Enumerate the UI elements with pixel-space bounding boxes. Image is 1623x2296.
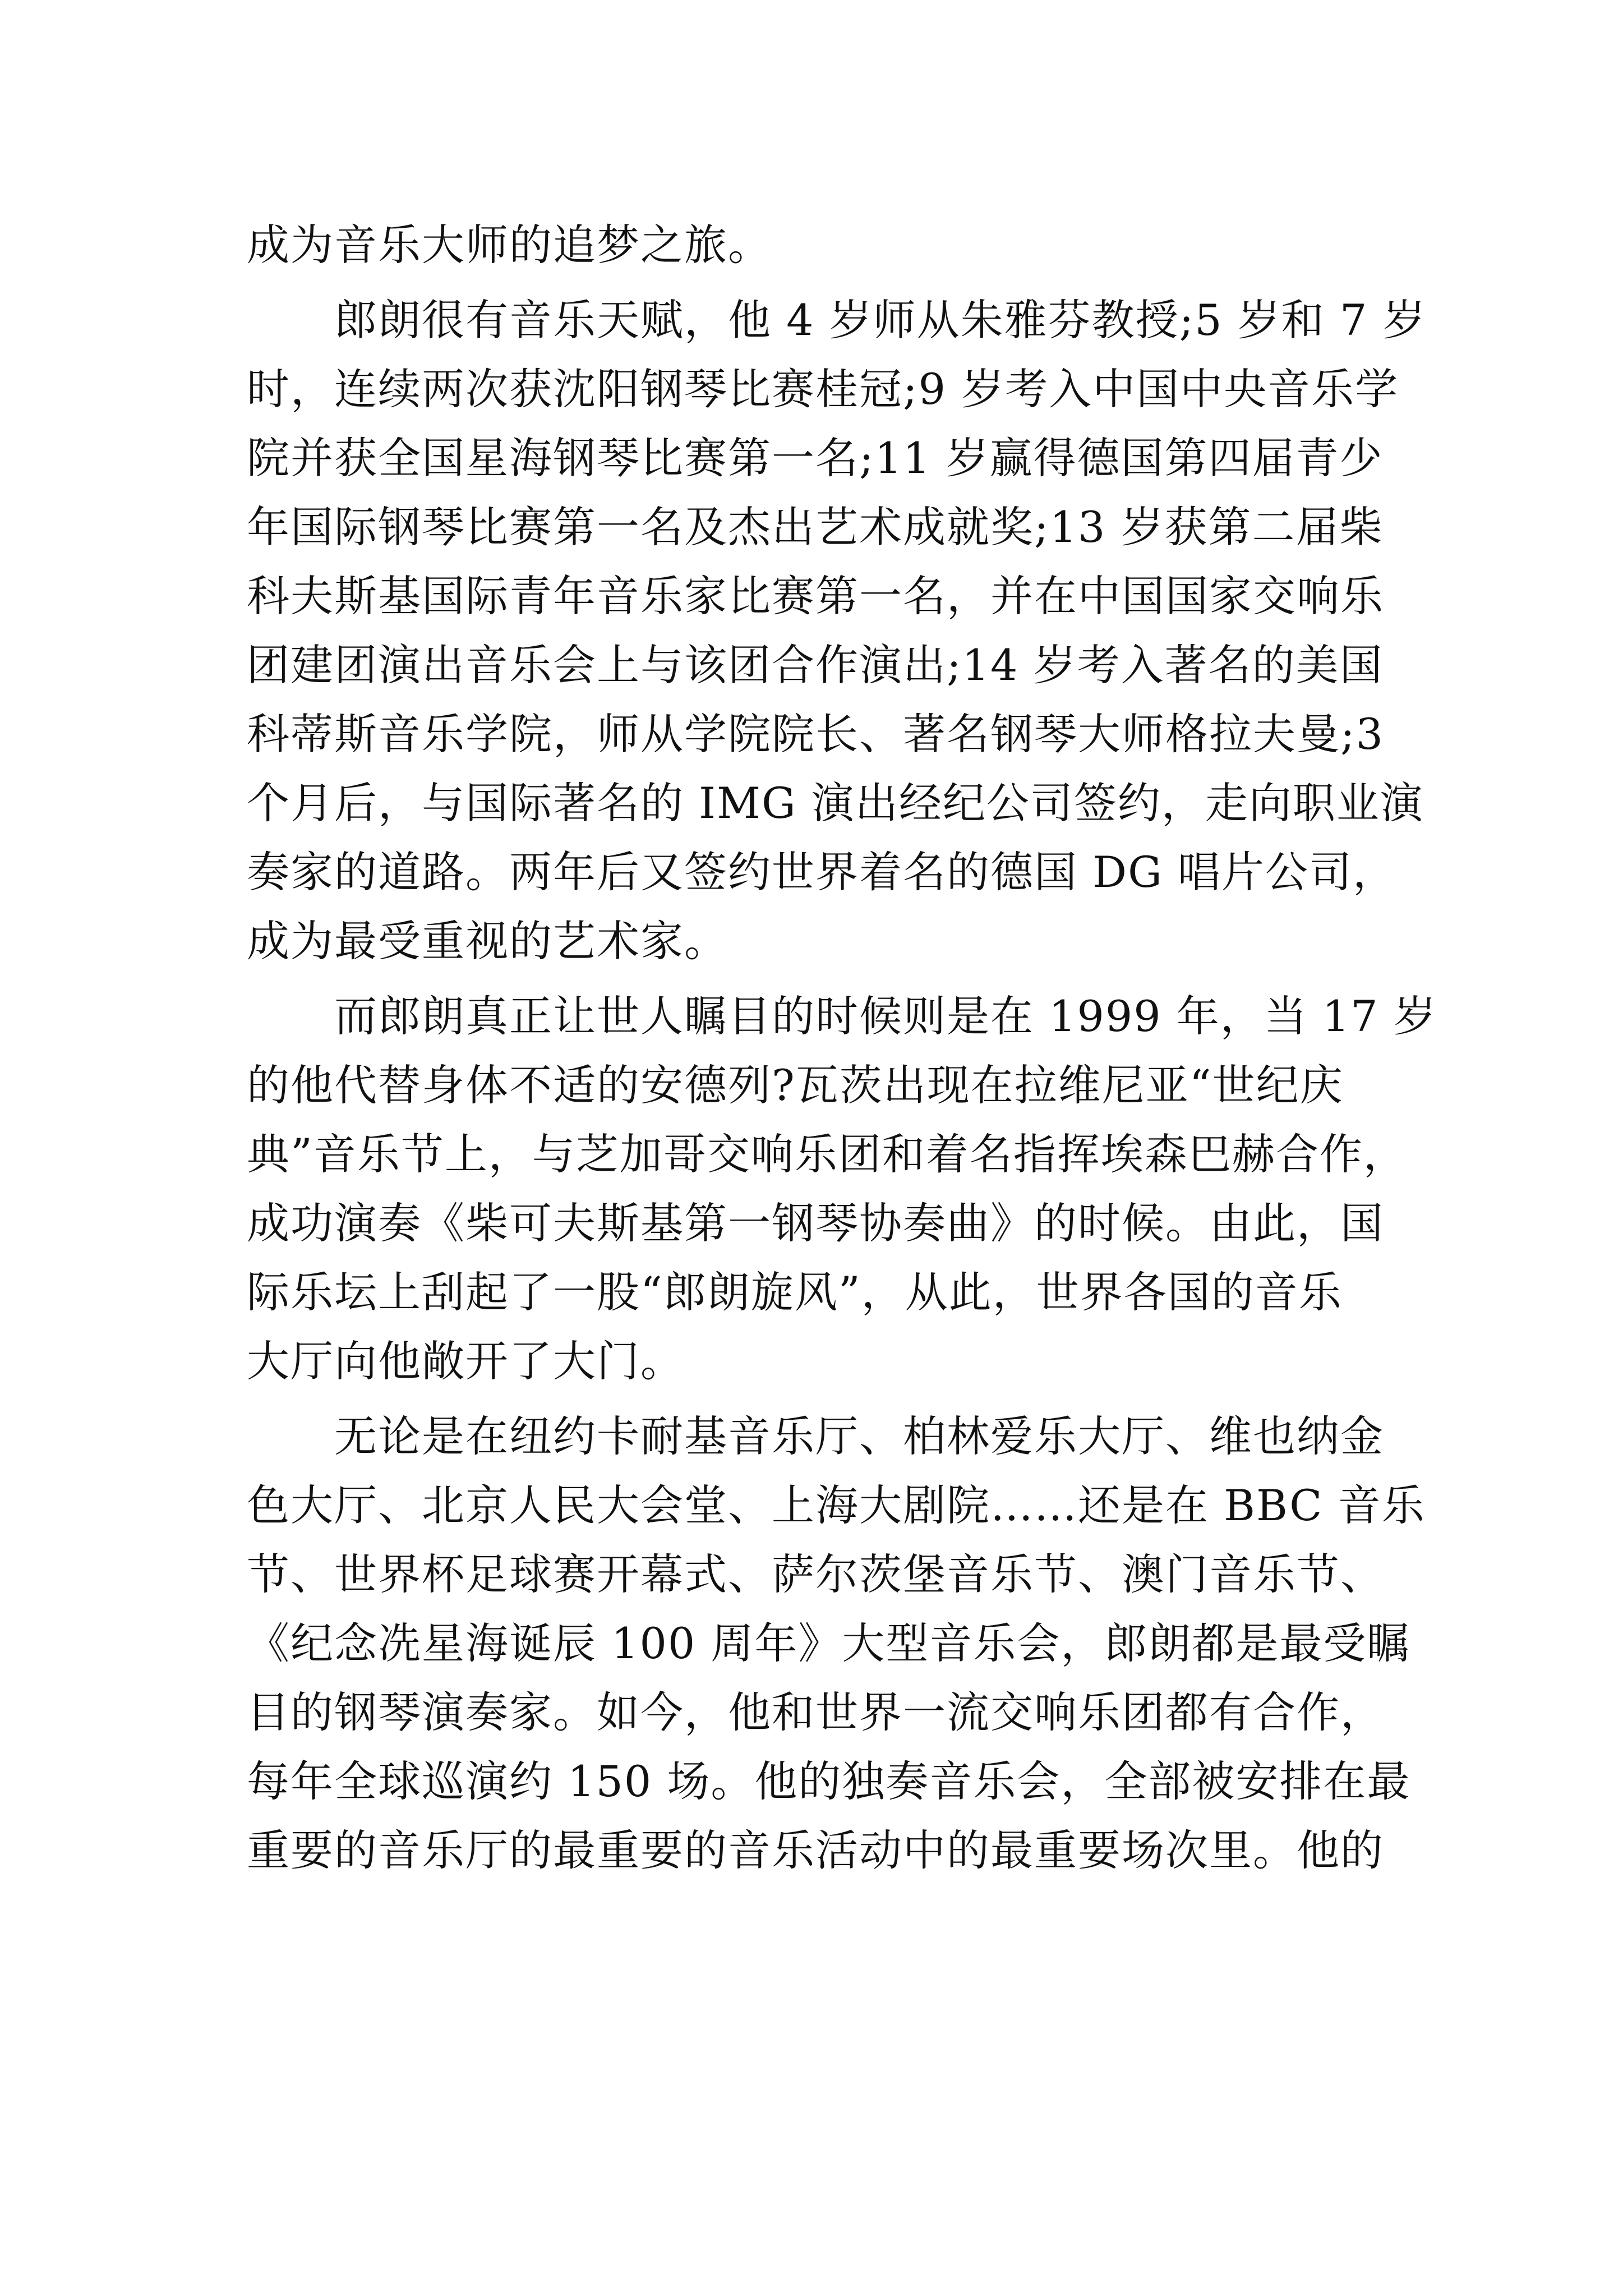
paragraph (247, 210, 1391, 279)
text-line: 科蒂斯音乐学院，师从学院院长、著名钢琴大师格拉夫曼;3 (247, 709, 1384, 759)
text-line: 典”音乐节上，与芝加哥交响乐团和着名指挥埃森巴赫合作， (247, 1129, 1407, 1179)
text-line: 《纪念冼星海诞辰 100 周年》大型音乐会，郎朗都是最受瞩 (247, 1618, 1411, 1668)
text-line: 团建团演出音乐会上与该团合作演出;14 岁考入著名的美国 (247, 640, 1384, 690)
text-line: 色大厅、北京人民大会堂、上海大剧院……还是在 BBC 音乐 (247, 1480, 1426, 1530)
text-line: 际乐坛上刮起了一股“郎朗旋风”，从此，世界各国的音乐 (247, 1267, 1343, 1317)
paragraph (247, 286, 1427, 976)
text-line: 个月后，与国际著名的 IMG 演出经纪公司签约，走向职业演 (247, 778, 1424, 828)
text-line: 节、世界杯足球赛开幕式、萨尔茨堡音乐节、澳门音乐节、 (247, 1549, 1384, 1599)
text-line: 无论是在纽约卡耐基音乐厅、柏林爱乐大厅、维也纳金 (247, 1411, 1384, 1461)
text-line: 目的钢琴演奏家。如今，他和世界一流交响乐团都有合作， (247, 1687, 1384, 1737)
text-line: 年国际钢琴比赛第一名及杰出艺术成就奖;13 岁获第二届柴 (247, 502, 1384, 552)
text-line: 奏家的道路。两年后又签约世界着名的德国 DG 唱片公司， (247, 847, 1396, 897)
text-line: 重要的音乐厅的最重要的音乐活动中的最重要场次里。他的 (247, 1825, 1384, 1875)
text-line: 大厅向他敞开了大门。 (247, 1336, 684, 1386)
text-line: 时，连续两次获沈阳钢琴比赛桂冠;9 岁考入中国中央音乐学 (247, 364, 1399, 414)
text-line: 每年全球巡演约 150 场。他的独奏音乐会，全部被安排在最 (247, 1756, 1411, 1806)
text-line: 郎朗很有音乐天赋，他 4 岁师从朱雅芬教授;5 岁和 7 岁 (247, 295, 1427, 345)
paragraph (247, 982, 1437, 1396)
text-line: 成为最受重视的艺术家。 (247, 916, 728, 966)
text-line: 科夫斯基国际青年音乐家比赛第一名，并在中国国家交响乐 (247, 571, 1384, 621)
document-body (247, 210, 1437, 1885)
text-line: 院并获全国星海钢琴比赛第一名;11 岁赢得德国第四届青少 (247, 433, 1384, 483)
text-line: 成为音乐大师的追梦之旅。 (247, 220, 772, 270)
text-line: 而郎朗真正让世人瞩目的时候则是在 1999 年，当 17 岁 (247, 991, 1437, 1041)
text-line: 成功演奏《柴可夫斯基第一钢琴协奏曲》的时候。由此，国 (247, 1198, 1384, 1248)
text-line: 的他代替身体不适的安德列?瓦茨出现在拉维尼亚“世纪庆 (247, 1060, 1344, 1110)
paragraph (247, 1402, 1426, 1885)
